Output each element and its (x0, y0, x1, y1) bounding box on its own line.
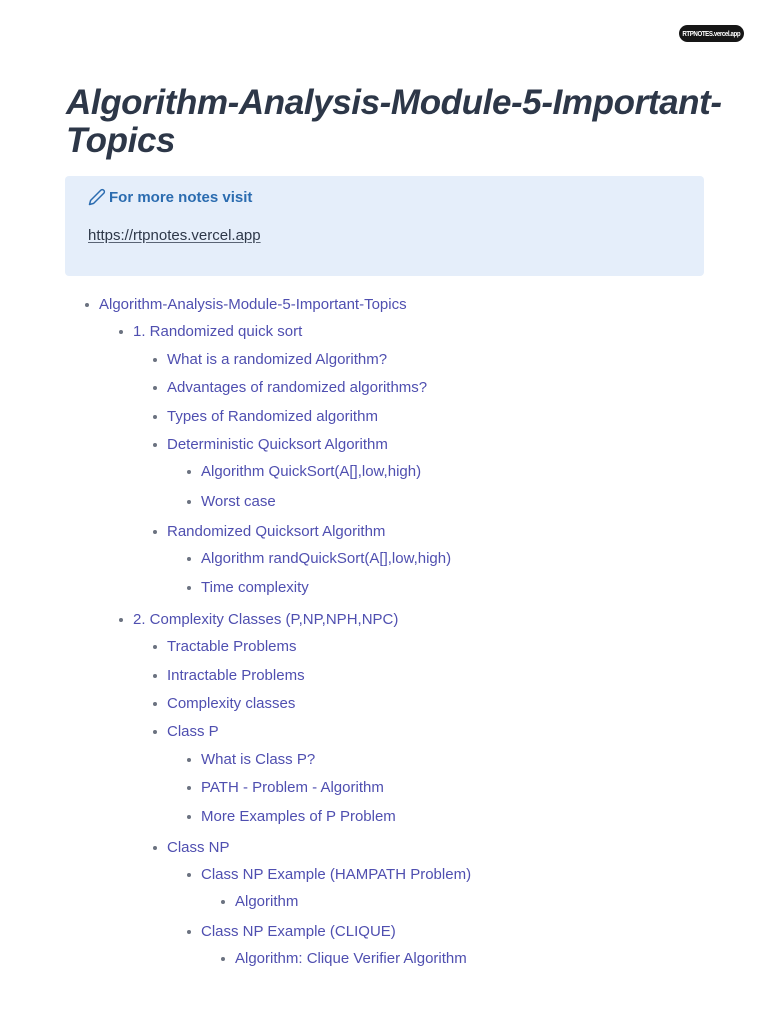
toc-item[interactable]: Class NP Example (CLIQUE) (201, 923, 396, 940)
toc-item[interactable]: Class NP (167, 839, 230, 856)
toc-item[interactable]: Algorithm QuickSort(A[],low,high) (201, 463, 422, 480)
toc-item[interactable]: Class P (167, 723, 219, 740)
toc-item[interactable]: Tractable Problems (167, 638, 297, 655)
toc-item[interactable]: What is a randomized Algorithm? (167, 351, 388, 368)
toc-item[interactable]: 1. Randomized quick sort (133, 323, 303, 340)
toc-item[interactable]: What is Class P? (201, 751, 316, 768)
toc-item[interactable]: Complexity classes (167, 695, 296, 712)
notes-site-link[interactable]: https://rtpnotes.vercel.app (88, 227, 261, 244)
toc-item[interactable]: Randomized Quicksort Algorithm (167, 523, 386, 540)
toc-item[interactable]: More Examples of P Problem (201, 808, 396, 825)
toc-item[interactable]: Intractable Problems (167, 667, 305, 684)
toc-item[interactable]: Algorithm randQuickSort(A[],low,high) (201, 550, 452, 567)
toc-item[interactable]: Time complexity (201, 579, 309, 596)
page-title: Algorithm-Analysis-Module-5-Important-Topics (66, 83, 722, 160)
callout-heading-text: For more notes visit (109, 188, 253, 206)
site-badge-text: RTPNOTES.vercel.app (682, 29, 741, 38)
toc-item[interactable]: Algorithm: Clique Verifier Algorithm (235, 950, 467, 967)
toc-item[interactable]: Class NP Example (HAMPATH Problem) (201, 866, 472, 883)
toc-item[interactable]: Types of Randomized algorithm (167, 408, 378, 425)
toc-item[interactable]: Worst case (201, 493, 276, 510)
toc-item[interactable]: PATH - Problem - Algorithm (201, 779, 384, 796)
toc-item[interactable]: Algorithm (235, 893, 299, 910)
toc-item[interactable]: 2. Complexity Classes (P,NP,NPH,NPC) (133, 611, 399, 628)
toc-item[interactable]: Advantages of randomized algorithms? (167, 379, 428, 396)
toc-item[interactable]: Algorithm-Analysis-Module-5-Important-Topics (99, 296, 407, 313)
toc-item[interactable]: Deterministic Quicksort Algorithm (167, 436, 388, 453)
